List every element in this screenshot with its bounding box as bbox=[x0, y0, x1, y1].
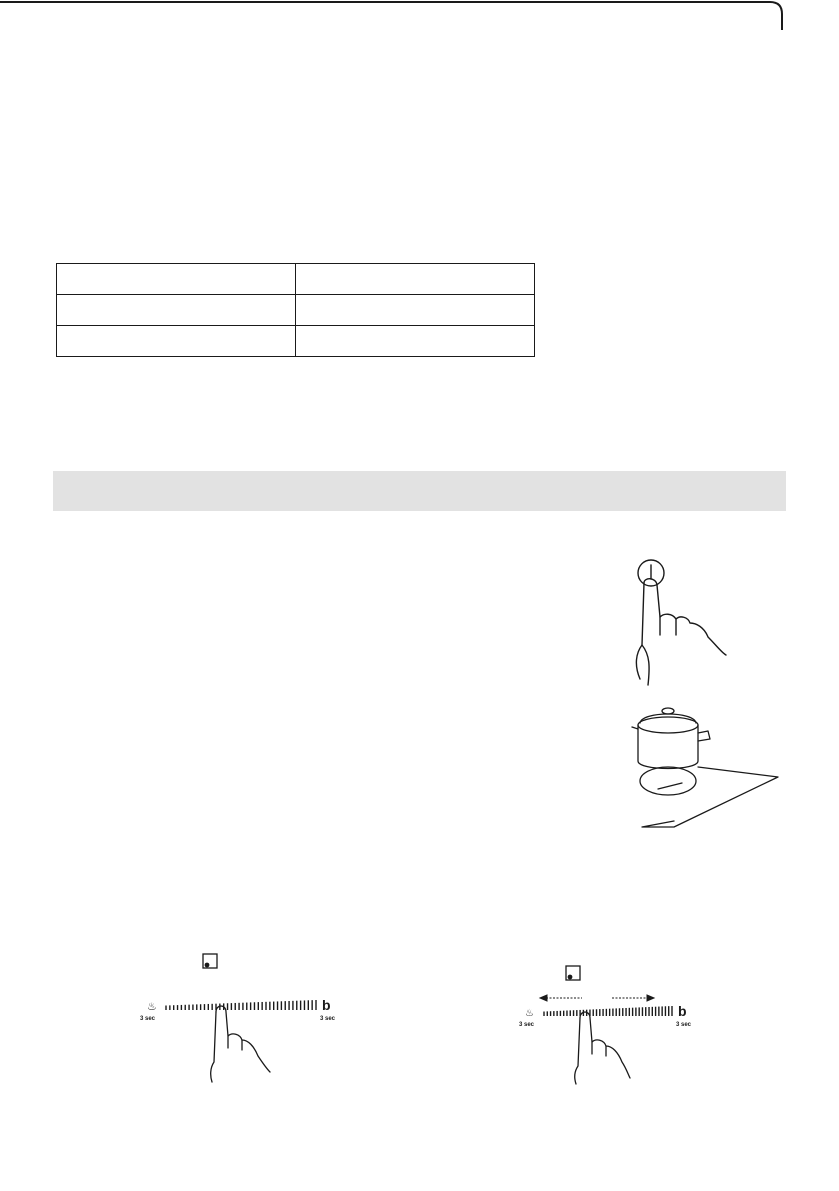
table-cell bbox=[57, 264, 296, 295]
table-cell bbox=[57, 326, 296, 357]
slider-touch-illustration-right bbox=[518, 962, 718, 1087]
heat-setting-icon: ♨ bbox=[525, 1008, 534, 1019]
table-cell bbox=[296, 264, 535, 295]
indicator-square-icon bbox=[566, 966, 580, 980]
slider-touch-illustration-left bbox=[140, 948, 350, 1083]
slider-bar bbox=[544, 1006, 672, 1016]
slider-right-label-right: 3 sec bbox=[676, 1022, 692, 1028]
slider-left-label-right: 3 sec bbox=[320, 1016, 336, 1022]
table-row bbox=[57, 295, 535, 326]
slider-right-letter-right: b bbox=[678, 1003, 687, 1019]
slider-bar bbox=[166, 1000, 316, 1010]
indicator-square-icon bbox=[203, 954, 217, 968]
section-header-title bbox=[53, 471, 786, 491]
finger-icon bbox=[575, 1012, 630, 1084]
table-row bbox=[57, 264, 535, 295]
table-cell bbox=[296, 326, 535, 357]
info-table bbox=[56, 263, 535, 357]
slider-left-label-left: 3 sec bbox=[140, 1016, 156, 1022]
top-rule-line bbox=[0, 0, 839, 40]
table-cell bbox=[296, 295, 535, 326]
table-cell bbox=[57, 295, 296, 326]
cooking-zone-icon bbox=[640, 767, 696, 795]
slider-left-letter-right: b bbox=[322, 997, 331, 1013]
heat-setting-icon: ♨ bbox=[147, 1000, 157, 1013]
pot-on-hob-illustration bbox=[628, 703, 788, 831]
finger-icon bbox=[211, 1006, 270, 1082]
table-row bbox=[57, 326, 535, 357]
section-header bbox=[53, 471, 786, 511]
slide-arrows-icon bbox=[540, 995, 654, 1001]
slider-right-label-left: 3 sec bbox=[519, 1022, 535, 1028]
power-touch-illustration bbox=[620, 555, 740, 690]
